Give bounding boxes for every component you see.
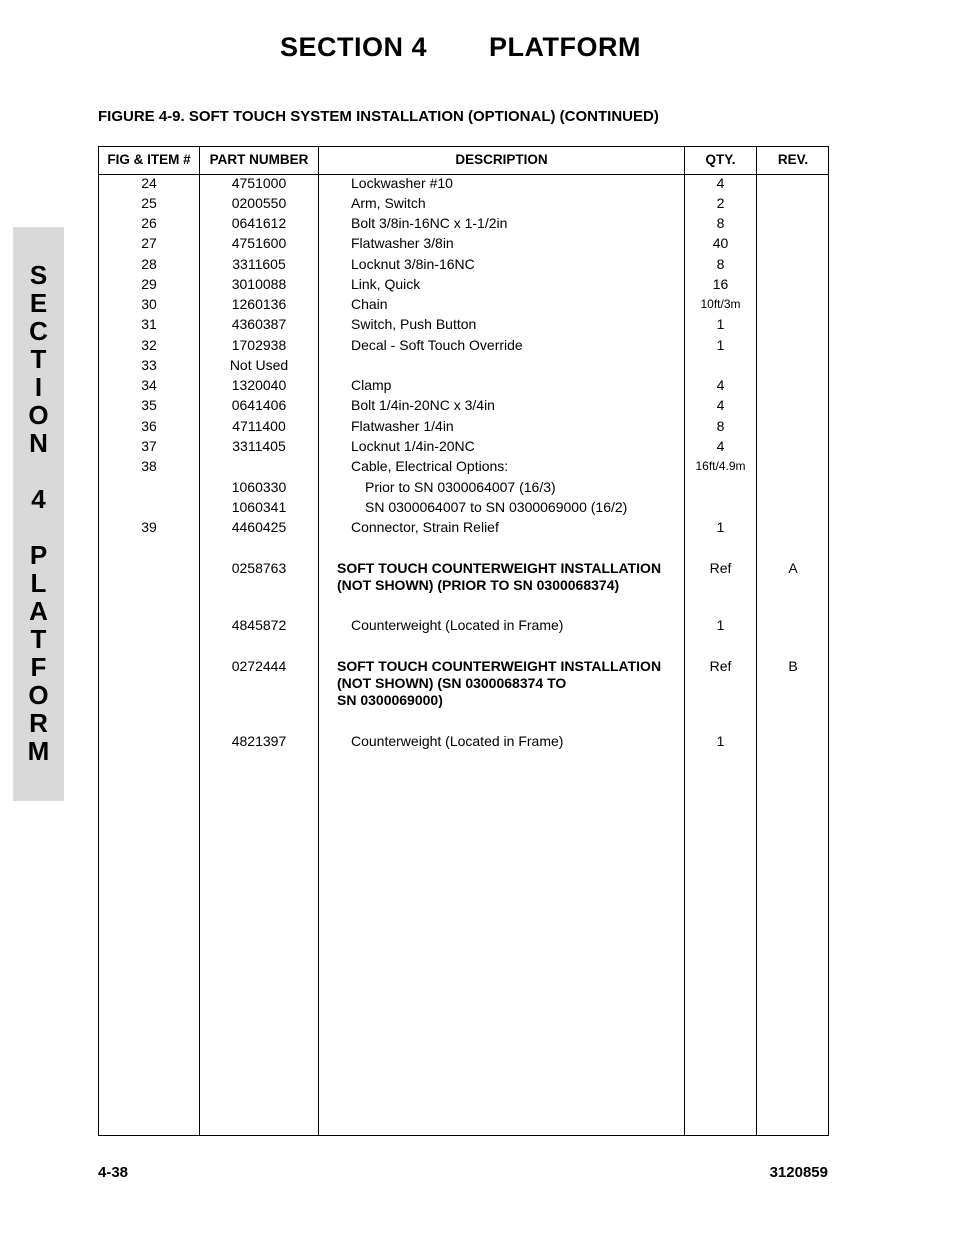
cell-part-number: 4460425 (231, 519, 287, 535)
header-rev: REV. (777, 152, 809, 167)
cell-part-number: 0641612 (231, 215, 287, 231)
header-part-number: PART NUMBER (209, 152, 309, 167)
description-line: Locknut 1/4in-20NC (351, 438, 475, 454)
side-tab-letter: M (27, 736, 50, 766)
description-line: (NOT SHOWN) (PRIOR TO SN 0300068374) (337, 577, 620, 593)
cell-part-number: 1060341 (231, 499, 287, 515)
cell-description (319, 458, 716, 475)
side-tab-letter: T (30, 344, 47, 374)
cell-description (319, 256, 716, 273)
cell-description (319, 337, 716, 354)
page-number: 4-38 (98, 1164, 129, 1181)
side-tab-letter: T (30, 624, 47, 654)
side-tab-letter: 4 (31, 484, 46, 514)
cell-fig-item: 28 (141, 256, 157, 272)
cell-qty: 1 (716, 733, 725, 749)
side-tab-letter: C (29, 316, 48, 346)
cell-part-number: 1702938 (231, 337, 287, 353)
cell-fig-item: 31 (141, 316, 157, 332)
cell-part-number: 4751000 (231, 175, 287, 191)
cell-fig-item: 35 (141, 397, 157, 413)
cell-description (319, 519, 716, 536)
cell-part-number: 4711400 (232, 418, 286, 434)
cell-fig-item: 37 (141, 438, 157, 454)
description-line: Flatwasher 1/4in (351, 418, 454, 434)
cell-fig-item: 38 (141, 458, 157, 474)
side-tab-letter: R (29, 708, 48, 738)
description-line: Bolt 1/4in-20NC x 3/4in (351, 397, 495, 413)
cell-qty: 8 (716, 418, 725, 434)
header-fig-item: FIG & ITEM # (107, 152, 191, 167)
side-tab-letter: L (30, 568, 47, 598)
description-line: SOFT TOUCH COUNTERWEIGHT INSTALLATION (337, 658, 662, 674)
description-line: Arm, Switch (351, 195, 426, 211)
section-side-tab (13, 227, 64, 801)
description-line: Flatwasher 3/8in (351, 235, 454, 251)
cell-description (319, 235, 716, 252)
cell-fig-item: 29 (141, 276, 157, 292)
side-tab-letter: N (29, 428, 48, 458)
cell-part-number: 4845872 (231, 617, 287, 633)
description-line: Connector, Strain Relief (351, 519, 499, 535)
cell-qty: 1 (716, 519, 725, 535)
description-line: Switch, Push Button (351, 316, 477, 332)
description-line: Lockwasher #10 (351, 175, 453, 191)
cell-part-number: 1060330 (231, 479, 287, 495)
cell-part-number: Not Used (229, 357, 289, 373)
side-tab-letter: O (28, 400, 49, 430)
cell-qty: 4 (716, 438, 725, 454)
header-qty: QTY. (705, 152, 736, 167)
cell-description (319, 316, 716, 333)
figure-title: FIGURE 4-9. SOFT TOUCH SYSTEM INSTALLATION (OPTIONAL) (CONTINUED) (98, 108, 659, 125)
cell-description (319, 418, 716, 435)
description-line: SOFT TOUCH COUNTERWEIGHT INSTALLATION (337, 560, 662, 576)
cell-qty: 8 (716, 256, 725, 272)
cell-qty: Ref (709, 560, 732, 576)
description-line: Decal - Soft Touch Override (351, 337, 523, 353)
description-line: Prior to SN 0300064007 (16/3) (365, 479, 556, 495)
description-line: Bolt 3/8in-16NC x 1-1/2in (351, 215, 508, 231)
side-tab-letter: F (30, 652, 47, 682)
cell-qty: 16ft/4.9m (695, 459, 746, 473)
cell-qty: 4 (716, 397, 725, 413)
cell-fig-item: 24 (141, 175, 157, 191)
side-tab-letter: E (29, 288, 48, 318)
cell-qty: 1 (716, 337, 725, 353)
cell-part-number: 0641406 (231, 397, 287, 413)
cell-description (319, 175, 716, 192)
side-tab-letter: P (29, 540, 48, 570)
description-line: Counterweight (Located in Frame) (351, 617, 564, 633)
cell-part-number: 4751600 (231, 235, 287, 251)
cell-qty: 10ft/3m (700, 297, 741, 311)
cell-description (319, 658, 702, 709)
cell-rev: A (788, 560, 798, 576)
cell-description (319, 499, 730, 516)
cell-part-number: 4821397 (231, 733, 287, 749)
section-label: SECTION 4 (280, 32, 428, 62)
cell-qty: 4 (716, 377, 725, 393)
side-tab-letters (13, 261, 64, 765)
cell-qty: Ref (709, 658, 732, 674)
column-divider (756, 147, 757, 1135)
cell-description (319, 195, 716, 212)
document-number: 3120859 (769, 1164, 828, 1181)
cell-fig-item: 34 (141, 377, 157, 393)
cell-qty: 4 (716, 175, 725, 191)
page-title (280, 32, 641, 63)
cell-part-number: 0258763 (231, 560, 287, 576)
cell-fig-item: 26 (141, 215, 157, 231)
cell-fig-item: 36 (141, 418, 157, 434)
description-line: Link, Quick (351, 276, 421, 292)
cell-description (319, 215, 716, 232)
section-title: PLATFORM (489, 32, 642, 62)
cell-description (319, 397, 716, 414)
cell-description (319, 733, 716, 750)
cell-qty: 8 (716, 215, 725, 231)
cell-qty: 2 (716, 195, 725, 211)
cell-fig-item: 27 (141, 235, 157, 251)
cell-fig-item: 33 (141, 357, 157, 373)
cell-qty: 16 (712, 276, 729, 292)
description-line: Clamp (351, 377, 392, 393)
cell-part-number: 0200550 (231, 195, 287, 211)
cell-part-number: 1260136 (231, 296, 287, 312)
cell-fig-item: 39 (141, 519, 157, 535)
cell-fig-item: 32 (141, 337, 157, 353)
description-line: Locknut 3/8in-16NC (351, 256, 475, 272)
description-line: Chain (351, 296, 388, 312)
side-tab-letter: O (28, 680, 49, 710)
description-line: (NOT SHOWN) (SN 0300068374 TO (337, 675, 567, 691)
cell-description (319, 438, 716, 455)
side-tab-letter: S (29, 260, 48, 290)
cell-description (319, 377, 716, 394)
cell-part-number: 1320040 (231, 377, 287, 393)
cell-part-number: 3010088 (231, 276, 287, 292)
cell-description (319, 560, 702, 594)
parts-table (98, 146, 829, 1136)
cell-fig-item: 25 (141, 195, 157, 211)
header-description: DESCRIPTION (455, 152, 548, 167)
cell-fig-item: 30 (141, 296, 157, 312)
cell-description (319, 617, 716, 634)
cell-rev: B (788, 658, 798, 674)
side-tab-letter: A (29, 596, 48, 626)
cell-qty: 1 (716, 617, 725, 633)
cell-description (319, 479, 730, 496)
cell-part-number: 0272444 (231, 658, 287, 674)
cell-part-number: 4360387 (231, 316, 287, 332)
description-line: SN 0300069000) (337, 692, 443, 708)
description-line: Counterweight (Located in Frame) (351, 733, 564, 749)
description-line: Cable, Electrical Options: (351, 458, 509, 474)
side-tab-letter: I (34, 372, 43, 402)
cell-qty: 1 (716, 316, 725, 332)
cell-description (319, 296, 716, 313)
cell-qty: 40 (712, 235, 729, 251)
cell-part-number: 3311605 (232, 256, 286, 272)
cell-description (319, 276, 716, 293)
cell-part-number: 3311405 (232, 438, 286, 454)
description-line: SN 0300064007 to SN 0300069000 (16/2) (365, 499, 628, 515)
